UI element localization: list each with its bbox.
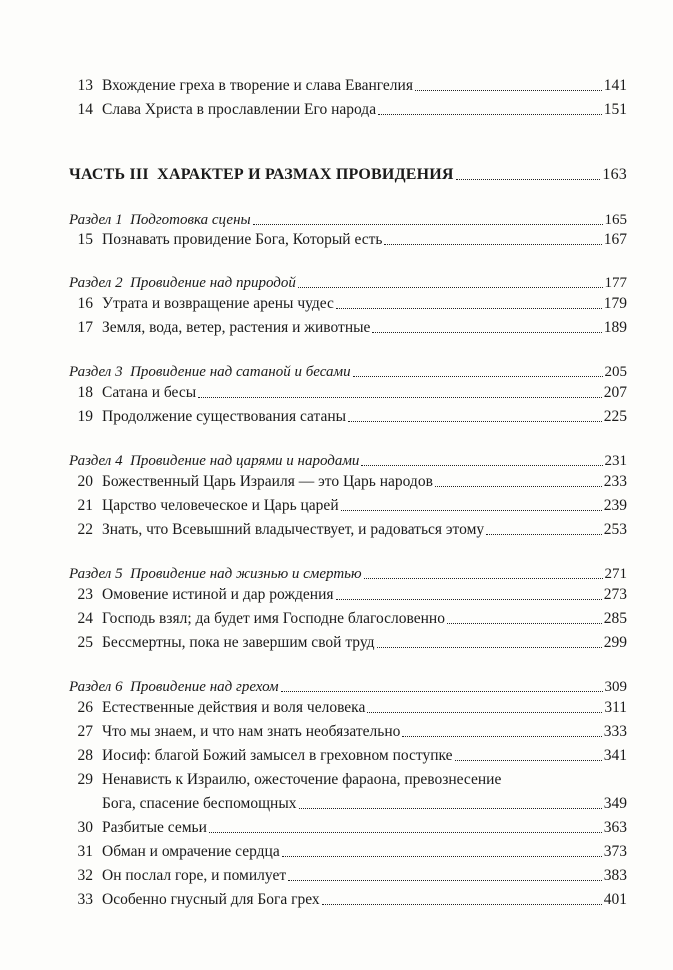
chapter-number: 15 bbox=[77, 231, 93, 248]
toc-entry-line-1 bbox=[69, 770, 627, 790]
chapter-title: Что мы знаем, и что нам знать необязательно bbox=[102, 723, 401, 740]
dot-leader bbox=[447, 622, 602, 624]
page-number: 179 bbox=[603, 295, 627, 312]
section-heading bbox=[69, 564, 627, 584]
chapter-number: 29 bbox=[77, 771, 93, 788]
chapter-number: 32 bbox=[77, 867, 93, 884]
chapter-title: Ненависть к Израилю, ожесточение фараона, превознесение bbox=[102, 771, 502, 788]
page-number: 189 bbox=[603, 319, 627, 336]
dot-leader bbox=[415, 89, 602, 91]
chapter-number: 20 bbox=[77, 473, 93, 490]
page-number: 177 bbox=[604, 275, 627, 291]
toc-entry bbox=[69, 76, 627, 96]
dot-leader bbox=[288, 879, 602, 881]
chapter-title-continued: Бога, спасение беспомощных bbox=[102, 795, 297, 812]
chapter-title: Он послал горе, и помилует bbox=[102, 867, 287, 884]
toc-entry bbox=[69, 230, 627, 250]
chapter-title: Господь взял; да будет имя Господне благословенно bbox=[102, 610, 445, 627]
chapter-title: Слава Христа в прославлении Его народа bbox=[102, 101, 377, 118]
toc-entry bbox=[69, 585, 627, 605]
chapter-title: Утрата и возвращение арены чудес bbox=[102, 295, 334, 312]
page-number: 151 bbox=[603, 101, 627, 118]
chapter-title: Продолжение существования сатаны bbox=[102, 408, 347, 425]
dot-leader bbox=[377, 646, 602, 648]
chapter-number: 22 bbox=[77, 521, 93, 538]
toc-entry bbox=[69, 520, 627, 540]
toc-entry bbox=[69, 383, 627, 403]
chapter-title: Земля, вода, ветер, растения и животные bbox=[102, 319, 371, 336]
dot-leader bbox=[198, 396, 602, 398]
chapter-title: Иосиф: благой Божий замысел в греховном поступке bbox=[102, 747, 453, 764]
page-number: 311 bbox=[604, 699, 627, 716]
section-title: Раздел 2 Провидение над природой bbox=[69, 275, 296, 291]
chapter-number: 16 bbox=[77, 295, 93, 312]
dot-leader bbox=[281, 690, 603, 692]
chapter-title: Божественный Царь Израиля — это Царь народов bbox=[102, 473, 433, 490]
page-number: 273 bbox=[603, 586, 627, 603]
toc-entry bbox=[69, 318, 627, 338]
toc-entry bbox=[69, 698, 627, 718]
page-number: 333 bbox=[603, 723, 627, 740]
dot-leader bbox=[364, 577, 603, 579]
dot-leader bbox=[348, 420, 602, 422]
toc-entry bbox=[69, 746, 627, 766]
chapter-title: Царство человеческое и Царь царей bbox=[102, 497, 339, 514]
section-title: Раздел 4 Провидение над царями и народами bbox=[69, 453, 360, 469]
section-heading bbox=[69, 210, 627, 230]
page-number: 225 bbox=[603, 408, 627, 425]
toc-entry bbox=[69, 496, 627, 516]
chapter-title: Знать, что Всевышний владычествует, и радоваться этому bbox=[102, 521, 485, 538]
dot-leader bbox=[384, 243, 601, 245]
dot-leader bbox=[455, 759, 602, 761]
page-number: 285 bbox=[603, 610, 627, 627]
toc-entry bbox=[69, 407, 627, 427]
page-number: 299 bbox=[603, 634, 627, 651]
section-heading bbox=[69, 362, 627, 382]
chapter-number: 17 bbox=[77, 319, 93, 336]
dot-leader bbox=[299, 807, 602, 809]
chapter-number: 21 bbox=[77, 497, 93, 514]
dot-leader bbox=[402, 735, 601, 737]
toc-entry bbox=[69, 866, 627, 886]
dot-leader bbox=[361, 464, 602, 466]
page-number: 271 bbox=[604, 566, 627, 582]
toc-entry-line-2 bbox=[69, 794, 627, 814]
dot-leader bbox=[341, 509, 602, 511]
page-number: 231 bbox=[604, 453, 627, 469]
dot-leader bbox=[456, 178, 601, 180]
toc-entry bbox=[69, 633, 627, 653]
dot-leader bbox=[282, 855, 602, 857]
chapter-number: 26 bbox=[77, 699, 93, 716]
page-number: 383 bbox=[603, 867, 627, 884]
toc-entry bbox=[69, 472, 627, 492]
page-number: 233 bbox=[603, 473, 627, 490]
dot-leader bbox=[322, 903, 602, 905]
page-number: 363 bbox=[603, 819, 627, 836]
chapter-number: 13 bbox=[77, 77, 93, 94]
page-number: 349 bbox=[603, 795, 627, 812]
page-number: 163 bbox=[602, 166, 627, 183]
chapter-number: 24 bbox=[77, 610, 93, 627]
dot-leader bbox=[372, 331, 601, 333]
chapter-title: Обман и омрачение сердца bbox=[102, 843, 280, 860]
chapter-number: 31 bbox=[77, 843, 93, 860]
toc-entry bbox=[69, 818, 627, 838]
page-number: 341 bbox=[603, 747, 627, 764]
page-number: 207 bbox=[603, 384, 627, 401]
section-title: Раздел 1 Подготовка сцены bbox=[69, 212, 251, 228]
chapter-number: 25 bbox=[77, 634, 93, 651]
page-number: 141 bbox=[603, 77, 627, 94]
section-title: Раздел 3 Провидение над сатаной и бесами bbox=[69, 364, 351, 380]
chapter-title: Особенно гнусный для Бога грех bbox=[102, 891, 320, 908]
dot-leader bbox=[378, 113, 602, 115]
page-number: 205 bbox=[604, 364, 627, 380]
dot-leader bbox=[367, 711, 602, 713]
chapter-number: 27 bbox=[77, 723, 93, 740]
dot-leader bbox=[336, 598, 602, 600]
section-title: Раздел 6 Провидение над грехом bbox=[69, 679, 279, 695]
chapter-title: Разбитые семьи bbox=[102, 819, 207, 836]
chapter-number: 28 bbox=[77, 747, 93, 764]
toc-entry bbox=[69, 609, 627, 629]
page-number: 373 bbox=[603, 843, 627, 860]
page-number: 253 bbox=[603, 521, 627, 538]
page-number: 401 bbox=[603, 891, 627, 908]
part-title: ЧАСТЬ III ХАРАКТЕР И РАЗМАХ ПРОВИДЕНИЯ bbox=[69, 166, 454, 183]
toc-entry bbox=[69, 890, 627, 910]
page-number: 239 bbox=[603, 497, 627, 514]
toc-entry bbox=[69, 722, 627, 742]
dot-leader bbox=[486, 533, 602, 535]
dot-leader bbox=[209, 831, 602, 833]
chapter-number: 14 bbox=[77, 101, 93, 118]
toc-entry bbox=[69, 294, 627, 314]
dot-leader bbox=[435, 485, 602, 487]
page-number: 165 bbox=[604, 212, 627, 228]
dot-leader bbox=[298, 286, 603, 288]
part-heading bbox=[69, 165, 627, 185]
chapter-number: 33 bbox=[77, 891, 93, 908]
section-heading bbox=[69, 451, 627, 471]
section-heading bbox=[69, 677, 627, 697]
dot-leader bbox=[253, 223, 603, 225]
dot-leader bbox=[353, 375, 603, 377]
page-number: 167 bbox=[603, 231, 627, 248]
chapter-title: Омовение истиной и дар рождения bbox=[102, 586, 334, 603]
chapter-title: Сатана и бесы bbox=[102, 384, 197, 401]
chapter-title: Познавать провидение Бога, Который есть bbox=[102, 231, 383, 248]
chapter-title: Бессмертны, пока не завершим свой труд bbox=[102, 634, 375, 651]
chapter-number: 30 bbox=[77, 819, 93, 836]
section-heading bbox=[69, 273, 627, 293]
chapter-number: 23 bbox=[77, 586, 93, 603]
chapter-number: 18 bbox=[77, 384, 93, 401]
section-title: Раздел 5 Провидение над жизнью и смертью bbox=[69, 566, 362, 582]
chapter-title: Вхождение греха в творение и слава Евангелия bbox=[102, 77, 413, 94]
chapter-title: Естественные действия и воля человека bbox=[102, 699, 366, 716]
chapter-number: 19 bbox=[77, 408, 93, 425]
page-number: 309 bbox=[604, 679, 627, 695]
toc-entry bbox=[69, 842, 627, 862]
dot-leader bbox=[336, 307, 602, 309]
toc-entry bbox=[69, 100, 627, 120]
